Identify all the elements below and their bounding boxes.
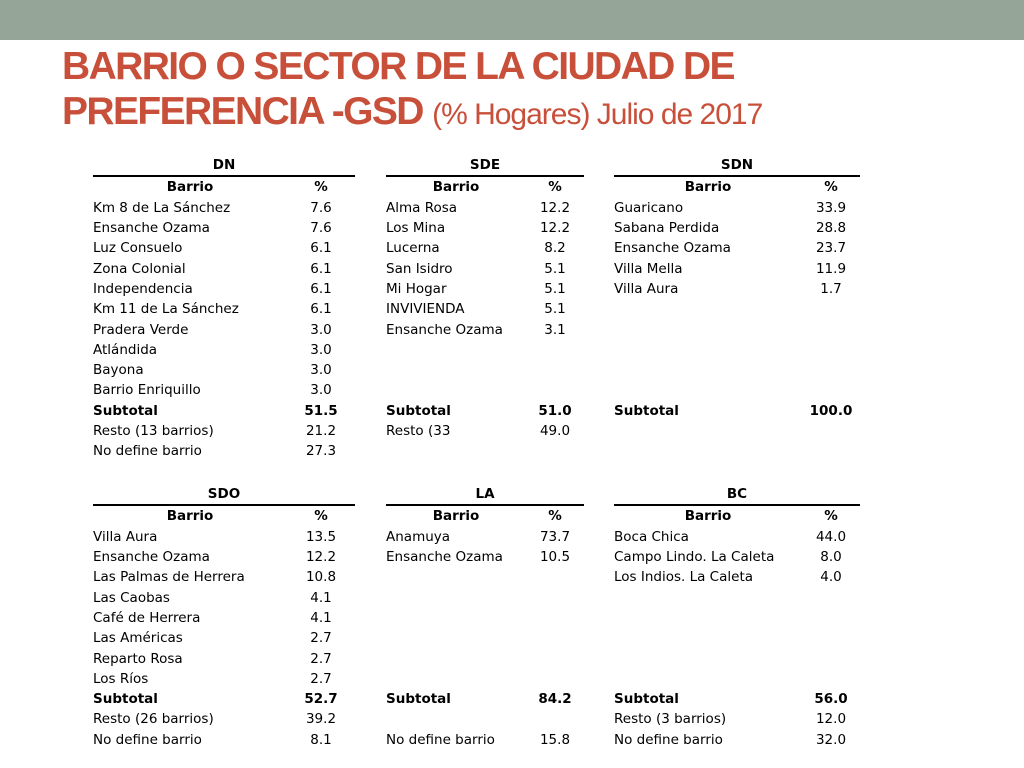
table-row — [386, 360, 584, 380]
col-header-barrio: Barrio — [684, 508, 732, 525]
cell-barrio — [386, 360, 526, 380]
cell-pct — [802, 648, 860, 668]
cell-barrio: Ensanche Ozama — [386, 549, 503, 566]
cell-pct: 23.7 — [815, 240, 847, 257]
cell-pct: 73.7 — [539, 528, 571, 545]
cell-barrio — [386, 669, 526, 689]
cell-pct: 6.1 — [310, 240, 332, 257]
cell-barrio: Km 8 de La Sánchez — [93, 199, 231, 216]
cell-barrio: Zona Colonial — [93, 260, 186, 277]
cell-pct: 4.1 — [310, 589, 332, 606]
cell-pct — [526, 380, 584, 400]
table-dn — [93, 155, 355, 461]
subtotal-value: 84.2 — [538, 691, 572, 708]
cell-pct: 6.1 — [310, 280, 332, 297]
cell-pct — [526, 648, 584, 668]
table-row — [614, 648, 860, 668]
table-row — [614, 299, 860, 319]
cell-pct: 7.6 — [310, 199, 332, 216]
group-header: LA — [386, 484, 584, 505]
table-row — [614, 730, 860, 750]
column-header-row — [93, 176, 355, 197]
cell-barrio: Café de Herrera — [93, 609, 201, 626]
col-header-pct: % — [548, 508, 562, 525]
table-bc — [614, 484, 860, 750]
subtotal-row — [614, 401, 860, 421]
cell-barrio — [386, 709, 526, 729]
table-row — [93, 421, 355, 441]
cell-pct — [526, 587, 584, 607]
table-row — [93, 547, 355, 567]
cell-barrio — [614, 421, 802, 441]
table-row — [386, 527, 584, 547]
table-row — [93, 648, 355, 668]
table-sdn — [614, 155, 860, 461]
table-row — [93, 730, 355, 750]
table-row — [386, 198, 584, 218]
cell-barrio: San Isidro — [386, 260, 453, 277]
cell-pct — [802, 628, 860, 648]
cell-barrio: Ensanche Ozama — [614, 240, 731, 257]
table-row — [614, 628, 860, 648]
table-row — [93, 587, 355, 607]
table-row — [614, 198, 860, 218]
table-row — [386, 218, 584, 238]
table-row — [93, 299, 355, 319]
table-row — [93, 441, 355, 461]
cell-barrio: Independencia — [93, 280, 193, 297]
cell-barrio: Ensanche Ozama — [93, 549, 210, 566]
table-row — [93, 258, 355, 278]
cell-barrio — [614, 360, 802, 380]
table-row — [93, 360, 355, 380]
column-header-row — [386, 505, 584, 526]
table-row — [386, 299, 584, 319]
table-row — [614, 567, 860, 587]
cell-pct: 12.0 — [815, 711, 847, 728]
cell-barrio: Villa Aura — [614, 280, 679, 297]
table-row — [93, 567, 355, 587]
table-row — [93, 709, 355, 729]
cell-pct: 28.8 — [815, 220, 847, 237]
cell-barrio: Boca Chica — [614, 528, 689, 545]
table-row — [386, 279, 584, 299]
table-row — [93, 380, 355, 400]
cell-pct — [802, 587, 860, 607]
table-row — [614, 608, 860, 628]
cell-pct: 3.0 — [310, 321, 332, 338]
table-la — [386, 484, 584, 750]
table-row — [93, 340, 355, 360]
cell-pct: 49.0 — [539, 423, 571, 439]
table-row — [386, 380, 584, 400]
subtotal-row — [386, 689, 584, 709]
col-header-pct: % — [824, 179, 838, 196]
cell-pct — [526, 340, 584, 360]
cell-barrio: Las Américas — [93, 630, 183, 647]
group-header-row — [386, 484, 584, 505]
cell-pct: 44.0 — [815, 528, 847, 545]
cell-pct: 15.8 — [539, 731, 571, 748]
subtotal-value: 51.5 — [304, 402, 338, 419]
subtotal-value: 56.0 — [814, 691, 848, 708]
cell-barrio: Luz Consuelo — [93, 240, 183, 257]
group-header-row — [386, 155, 584, 176]
table-row — [614, 279, 860, 299]
column-header-row — [614, 505, 860, 526]
table-row — [93, 319, 355, 339]
column-header-row — [93, 505, 355, 526]
table-row — [386, 709, 584, 729]
subtotal-label: Subtotal — [93, 402, 158, 419]
cell-pct: 12.2 — [539, 199, 571, 216]
cell-barrio — [386, 587, 526, 607]
cell-pct — [802, 340, 860, 360]
subtotal-row — [386, 401, 584, 421]
col-header-pct: % — [314, 508, 328, 525]
table-row — [93, 608, 355, 628]
subtotal-value: 52.7 — [304, 691, 338, 708]
group-header: DN — [93, 155, 355, 176]
cell-barrio: Mi Hogar — [386, 280, 447, 297]
cell-barrio: Villa Aura — [93, 528, 158, 545]
cell-pct: 10.5 — [539, 549, 571, 566]
cell-barrio: Bayona — [93, 362, 144, 379]
table-row — [614, 669, 860, 689]
cell-barrio: Ensanche Ozama — [386, 321, 503, 338]
cell-barrio: Las Palmas de Herrera — [93, 569, 245, 586]
cell-barrio — [614, 669, 802, 689]
table-row — [614, 340, 860, 360]
cell-pct: 1.7 — [820, 280, 842, 297]
cell-pct — [526, 608, 584, 628]
cell-pct: 12.2 — [305, 549, 337, 566]
subtotal-label: Subtotal — [386, 402, 451, 419]
cell-barrio: INVIVIENDA — [386, 301, 465, 318]
table-row — [93, 238, 355, 258]
table-row — [386, 587, 584, 607]
group-header-row — [93, 484, 355, 505]
slide-title — [62, 44, 1002, 137]
table-row — [93, 218, 355, 238]
cell-pct: 27.3 — [305, 443, 337, 460]
title-subtitle: (% Hogares) Julio de 2017 — [432, 98, 763, 131]
table-row — [93, 628, 355, 648]
table-row — [614, 218, 860, 238]
table-row — [386, 340, 584, 360]
cell-barrio — [614, 299, 802, 319]
subtotal-label: Subtotal — [614, 691, 679, 708]
cell-barrio: Resto (33 — [386, 423, 451, 439]
cell-pct: 3.0 — [310, 362, 332, 379]
cell-barrio: Resto (13 barrios) — [93, 423, 214, 439]
cell-barrio — [614, 608, 802, 628]
group-header: BC — [614, 484, 860, 505]
cell-pct: 6.1 — [310, 260, 332, 277]
table-row — [93, 669, 355, 689]
cell-barrio: Los Ríos — [93, 670, 149, 687]
table-sde — [386, 155, 584, 461]
cell-pct: 2.7 — [310, 670, 332, 687]
cell-barrio: No define barrio — [93, 731, 202, 748]
cell-barrio: No define barrio — [614, 731, 723, 748]
col-header-pct: % — [548, 179, 562, 196]
table-row — [614, 380, 860, 400]
column-header-row — [386, 176, 584, 197]
top-banner — [0, 0, 1024, 40]
table-sdo — [93, 484, 355, 750]
cell-pct: 8.2 — [544, 240, 566, 257]
cell-pct — [802, 441, 860, 461]
cell-barrio — [614, 380, 802, 400]
col-header-pct: % — [314, 179, 328, 196]
table-row — [614, 258, 860, 278]
cell-pct: 5.1 — [544, 260, 566, 277]
group-header-row — [614, 155, 860, 176]
cell-barrio — [386, 340, 526, 360]
table-row — [93, 279, 355, 299]
group-header: SDE — [386, 155, 584, 176]
cell-pct: 5.1 — [544, 280, 566, 297]
subtotal-label: Subtotal — [93, 691, 158, 708]
cell-pct: 39.2 — [305, 711, 337, 728]
table-row — [614, 527, 860, 547]
subtotal-value: 100.0 — [809, 402, 853, 419]
cell-barrio: Las Caobas — [93, 589, 170, 606]
subtotal-label: Subtotal — [614, 402, 679, 419]
cell-barrio: Resto (26 barrios) — [93, 711, 214, 728]
cell-pct — [802, 360, 860, 380]
cell-barrio: Villa Mella — [614, 260, 683, 277]
title-main: BARRIO O SECTOR DE LA CIUDAD DE PREFERENCIA -GSD — [62, 45, 734, 133]
cell-barrio: Sabana Perdida — [614, 220, 720, 237]
cell-barrio: Campo Lindo. La Caleta — [614, 549, 775, 566]
cell-pct: 32.0 — [815, 731, 847, 748]
cell-pct: 8.0 — [820, 549, 842, 566]
cell-pct: 2.7 — [310, 650, 332, 667]
cell-pct: 3.1 — [544, 321, 566, 338]
cell-barrio: Los Indios. La Caleta — [614, 569, 754, 586]
cell-barrio — [386, 628, 526, 648]
cell-pct: 6.1 — [310, 301, 332, 318]
cell-barrio: Guaricano — [614, 199, 684, 216]
table-row — [386, 608, 584, 628]
table-row — [614, 238, 860, 258]
column-header-row — [614, 176, 860, 197]
cell-barrio — [386, 567, 526, 587]
cell-barrio: Pradera Verde — [93, 321, 189, 338]
table-row — [386, 258, 584, 278]
table-row — [386, 669, 584, 689]
cell-barrio — [386, 608, 526, 628]
col-header-barrio: Barrio — [432, 508, 480, 525]
cell-pct — [802, 669, 860, 689]
cell-barrio — [614, 340, 802, 360]
cell-pct — [526, 628, 584, 648]
subtotal-row — [614, 689, 860, 709]
table-row — [386, 628, 584, 648]
cell-barrio: Reparto Rosa — [93, 650, 183, 667]
col-header-barrio: Barrio — [166, 508, 214, 525]
cell-pct — [802, 380, 860, 400]
cell-barrio — [614, 319, 802, 339]
col-header-barrio: Barrio — [432, 179, 480, 196]
table-row — [386, 547, 584, 567]
subtotal-value: 51.0 — [538, 402, 572, 419]
table-row — [386, 567, 584, 587]
cell-barrio: Barrio Enriquillo — [93, 382, 201, 399]
cell-barrio — [386, 648, 526, 668]
cell-pct: 4.1 — [310, 609, 332, 626]
subtotal-row — [93, 689, 355, 709]
cell-barrio: No define barrio — [93, 443, 202, 460]
cell-pct: 33.9 — [815, 199, 847, 216]
group-header-row — [93, 155, 355, 176]
cell-barrio: Km 11 de La Sánchez — [93, 301, 239, 318]
cell-pct: 11.9 — [815, 260, 847, 277]
col-header-barrio: Barrio — [166, 179, 214, 196]
table-row — [386, 421, 584, 441]
cell-barrio: Anamuya — [386, 528, 451, 545]
col-header-pct: % — [824, 508, 838, 525]
table-row — [614, 421, 860, 441]
col-header-barrio: Barrio — [684, 179, 732, 196]
cell-barrio: Alma Rosa — [386, 199, 458, 216]
cell-pct — [802, 299, 860, 319]
cell-pct: 7.6 — [310, 220, 332, 237]
table-row — [614, 547, 860, 567]
cell-barrio: Atlándida — [93, 341, 158, 358]
table-row — [93, 527, 355, 547]
cell-barrio: Los Mina — [386, 220, 446, 237]
cell-pct — [526, 567, 584, 587]
cell-pct — [526, 360, 584, 380]
cell-pct: 8.1 — [310, 731, 332, 748]
cell-pct: 3.0 — [310, 341, 332, 358]
table-row — [93, 198, 355, 218]
cell-pct: 13.5 — [305, 528, 337, 545]
cell-pct: 12.2 — [539, 220, 571, 237]
cell-pct: 3.0 — [310, 382, 332, 399]
cell-barrio — [614, 587, 802, 607]
cell-barrio: Resto (3 barrios) — [614, 711, 727, 728]
table-row — [614, 360, 860, 380]
table-row — [386, 319, 584, 339]
cell-pct: 5.1 — [544, 301, 566, 318]
cell-pct: 2.7 — [310, 630, 332, 647]
cell-pct — [802, 319, 860, 339]
group-header: SDN — [614, 155, 860, 176]
cell-pct — [802, 421, 860, 441]
cell-pct: 21.2 — [305, 423, 337, 439]
table-row — [614, 709, 860, 729]
cell-barrio: No define barrio — [386, 731, 495, 748]
table-row — [614, 587, 860, 607]
group-header-row — [614, 484, 860, 505]
cell-pct: 4.0 — [820, 569, 842, 586]
table-row — [386, 648, 584, 668]
subtotal-label: Subtotal — [386, 691, 451, 708]
cell-pct — [526, 669, 584, 689]
cell-pct — [802, 608, 860, 628]
cell-pct — [526, 441, 584, 461]
cell-barrio — [386, 380, 526, 400]
cell-barrio — [614, 628, 802, 648]
table-row — [614, 319, 860, 339]
table-row — [386, 441, 584, 461]
cell-barrio: Ensanche Ozama — [93, 220, 210, 237]
table-row — [386, 730, 584, 750]
cell-pct: 10.8 — [305, 569, 337, 586]
table-row — [614, 441, 860, 461]
cell-barrio — [386, 441, 526, 461]
subtotal-row — [93, 401, 355, 421]
cell-barrio: Lucerna — [386, 240, 440, 257]
cell-barrio — [614, 648, 802, 668]
table-row — [386, 238, 584, 258]
cell-pct — [526, 709, 584, 729]
cell-barrio — [614, 441, 802, 461]
group-header: SDO — [93, 484, 355, 505]
